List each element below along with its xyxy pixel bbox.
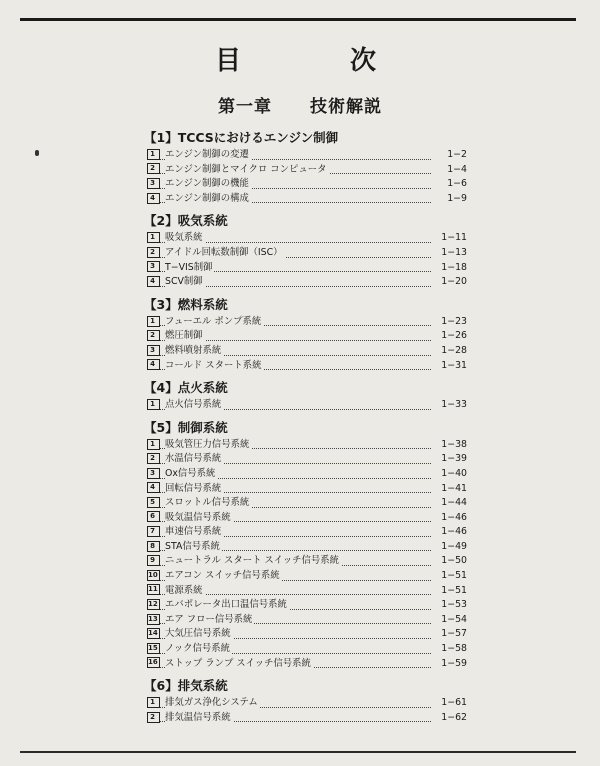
entry-page-number: 1−50 bbox=[433, 554, 467, 569]
entry-label: 大気圧信号系統 bbox=[165, 628, 231, 640]
chapter-title: 技術解説 bbox=[310, 97, 382, 117]
toc-section bbox=[144, 128, 467, 211]
entry-page-number: 1−58 bbox=[433, 642, 467, 657]
entry-label: SCV制御 bbox=[165, 276, 203, 288]
section-heading: 【6】排気系統 bbox=[144, 678, 228, 694]
toc-entry bbox=[147, 598, 467, 613]
entry-page-number: 1−62 bbox=[433, 711, 467, 726]
entry-label: コールド スタート系統 bbox=[165, 359, 262, 371]
toc-entry bbox=[147, 696, 467, 711]
toc-entry bbox=[147, 657, 467, 672]
entry-number-box: 4 bbox=[147, 482, 160, 493]
entry-label: アイドル回転数制御（ISC） bbox=[165, 246, 283, 258]
entry-label: 回転信号系統 bbox=[165, 482, 222, 494]
entry-label: 排気温信号系統 bbox=[165, 711, 231, 723]
toc-entry bbox=[147, 275, 467, 290]
entry-page-number: 1−57 bbox=[433, 627, 467, 642]
entry-page-number: 1−13 bbox=[433, 246, 467, 261]
entry-number-box: 3 bbox=[147, 261, 160, 272]
entry-label: STA信号系統 bbox=[165, 540, 220, 552]
toc-entry bbox=[147, 584, 467, 599]
toc-entry bbox=[147, 177, 467, 192]
entry-number-box: 7 bbox=[147, 526, 160, 537]
entry-page-number: 1−9 bbox=[433, 192, 467, 207]
entry-number-box: 16 bbox=[147, 657, 160, 668]
section-heading: 【2】吸気系統 bbox=[144, 213, 228, 229]
toc-entry bbox=[147, 398, 467, 413]
page-title bbox=[0, 40, 600, 76]
entry-number-box: 4 bbox=[147, 359, 160, 370]
entry-page-number: 1−51 bbox=[433, 569, 467, 584]
toc-entry bbox=[147, 569, 467, 584]
entry-label: ノック信号系統 bbox=[165, 643, 230, 655]
entry-number-box: 8 bbox=[147, 541, 160, 552]
toc-entry bbox=[147, 540, 467, 555]
title-char-1: 目 bbox=[215, 46, 244, 76]
entry-label: エンジン制御とマイクロ コンピュータ bbox=[165, 163, 327, 175]
entry-label: 点火信号系統 bbox=[165, 399, 222, 411]
entry-label: ストップ ランプ スイッチ信号系統 bbox=[165, 657, 311, 669]
entry-label: ニュートラル スタート スイッチ信号系統 bbox=[165, 555, 340, 567]
section-heading: 【1】TCCSにおけるエンジン制御 bbox=[144, 130, 339, 145]
entry-number-box: 2 bbox=[147, 247, 160, 258]
top-rule bbox=[20, 18, 576, 21]
margin-mark bbox=[35, 150, 39, 156]
entry-label: エンジン制御の機能 bbox=[165, 178, 249, 190]
entry-page-number: 1−11 bbox=[433, 231, 467, 246]
entry-label: エア フロー信号系統 bbox=[165, 613, 253, 625]
entry-number-box: 10 bbox=[147, 570, 160, 581]
entry-number-box: 4 bbox=[147, 276, 160, 287]
entry-page-number: 1−26 bbox=[433, 329, 467, 344]
toc-entry bbox=[147, 231, 467, 246]
toc-entry bbox=[147, 261, 467, 276]
entry-label: 車速信号系統 bbox=[165, 526, 222, 538]
toc-entry bbox=[147, 496, 467, 511]
entry-number-box: 9 bbox=[147, 555, 160, 566]
entry-number-box: 4 bbox=[147, 193, 160, 204]
toc-entry bbox=[147, 627, 467, 642]
entry-page-number: 1−28 bbox=[433, 344, 467, 359]
entry-label: フューエル ポンプ系統 bbox=[165, 315, 262, 327]
entry-label: 燃料噴射系統 bbox=[165, 344, 222, 356]
entry-page-number: 1−38 bbox=[433, 438, 467, 453]
entry-page-number: 1−53 bbox=[433, 598, 467, 613]
entry-number-box: 1 bbox=[147, 232, 160, 243]
entry-number-box: 2 bbox=[147, 330, 160, 341]
entry-label: エアコン スイッチ信号系統 bbox=[165, 570, 280, 582]
toc-entry bbox=[147, 359, 467, 374]
toc-entry bbox=[147, 246, 467, 261]
entry-label: 水温信号系統 bbox=[165, 453, 222, 465]
entry-label: エバポレータ出口温信号系統 bbox=[165, 599, 287, 611]
entry-number-box: 1 bbox=[147, 149, 160, 160]
entry-label: エンジン制御の構成 bbox=[165, 192, 249, 204]
entry-number-box: 6 bbox=[147, 511, 160, 522]
entry-number-box: 1 bbox=[147, 439, 160, 450]
entry-number-box: 3 bbox=[147, 468, 160, 479]
title-char-2: 次 bbox=[350, 46, 379, 76]
entry-number-box: 5 bbox=[147, 497, 160, 508]
toc-section bbox=[144, 211, 467, 294]
entry-page-number: 1−39 bbox=[433, 452, 467, 467]
entry-page-number: 1−4 bbox=[433, 163, 467, 178]
entry-label: エンジン制御の変遷 bbox=[165, 149, 249, 160]
entry-label: T−VIS制御 bbox=[165, 261, 213, 273]
entry-label: 燃圧制御 bbox=[165, 330, 203, 342]
entry-page-number: 1−44 bbox=[433, 496, 467, 511]
entry-number-box: 2 bbox=[147, 712, 160, 723]
entry-label: 吸気温信号系統 bbox=[165, 511, 231, 523]
toc-entry bbox=[147, 452, 467, 467]
table-of-contents bbox=[144, 128, 467, 725]
entry-page-number: 1−6 bbox=[433, 177, 467, 192]
entry-number-box: 11 bbox=[147, 584, 160, 595]
entry-number-box: 2 bbox=[147, 453, 160, 464]
entry-number-box: 14 bbox=[147, 628, 160, 639]
entry-label: 排気ガス浄化システム bbox=[165, 697, 258, 709]
toc-section bbox=[144, 295, 467, 378]
entry-page-number: 1−46 bbox=[433, 525, 467, 540]
entry-page-number: 1−40 bbox=[433, 467, 467, 482]
entry-page-number: 1−54 bbox=[433, 613, 467, 628]
entry-page-number: 1−2 bbox=[433, 148, 467, 163]
entry-page-number: 1−20 bbox=[433, 275, 467, 290]
toc-entry bbox=[147, 467, 467, 482]
toc-section bbox=[144, 378, 467, 418]
entry-number-box: 13 bbox=[147, 614, 160, 625]
entry-page-number: 1−41 bbox=[433, 482, 467, 497]
entry-label: 電源系統 bbox=[165, 584, 203, 596]
toc-entry bbox=[147, 511, 467, 526]
entry-label: Ox信号系統 bbox=[165, 467, 216, 479]
entry-label: 吸気系統 bbox=[165, 232, 203, 244]
toc-entry bbox=[147, 554, 467, 569]
toc-entry bbox=[147, 344, 467, 359]
entry-page-number: 1−46 bbox=[433, 511, 467, 526]
entry-number-box: 1 bbox=[147, 697, 160, 708]
toc-entry bbox=[147, 329, 467, 344]
toc-entry bbox=[147, 482, 467, 497]
entry-number-box: 3 bbox=[147, 345, 160, 356]
chapter-heading bbox=[0, 92, 600, 117]
toc-entry bbox=[147, 525, 467, 540]
toc-section bbox=[144, 676, 467, 725]
toc-entry bbox=[147, 711, 467, 726]
bottom-rule bbox=[20, 751, 576, 753]
toc-entry bbox=[147, 315, 467, 330]
entry-number-box: 1 bbox=[147, 399, 160, 410]
chapter-number: 第一章 bbox=[218, 97, 272, 117]
entry-number-box: 12 bbox=[147, 599, 160, 610]
toc-entry bbox=[147, 163, 467, 178]
entry-number-box: 15 bbox=[147, 643, 160, 654]
toc-entry bbox=[147, 192, 467, 207]
entry-number-box: 3 bbox=[147, 178, 160, 189]
toc-entry bbox=[147, 148, 467, 163]
entry-page-number: 1−23 bbox=[433, 315, 467, 330]
entry-label: 吸気管圧力信号系統 bbox=[165, 438, 250, 450]
toc-entry bbox=[147, 438, 467, 453]
section-heading: 【4】点火系統 bbox=[144, 380, 228, 396]
toc-entry bbox=[147, 613, 467, 628]
entry-label: スロットル信号系統 bbox=[165, 497, 250, 509]
entry-number-box: 1 bbox=[147, 316, 160, 327]
entry-page-number: 1−61 bbox=[433, 696, 467, 711]
entry-page-number: 1−51 bbox=[433, 584, 467, 599]
entry-page-number: 1−31 bbox=[433, 359, 467, 374]
toc-entry bbox=[147, 642, 467, 657]
entry-number-box: 2 bbox=[147, 163, 160, 174]
section-heading: 【3】燃料系統 bbox=[144, 296, 228, 312]
entry-page-number: 1−59 bbox=[433, 657, 467, 672]
entry-page-number: 1−49 bbox=[433, 540, 467, 555]
section-heading: 【5】制御系統 bbox=[144, 419, 228, 435]
entry-page-number: 1−33 bbox=[433, 398, 467, 413]
entry-page-number: 1−18 bbox=[433, 261, 467, 276]
toc-section bbox=[144, 418, 467, 677]
